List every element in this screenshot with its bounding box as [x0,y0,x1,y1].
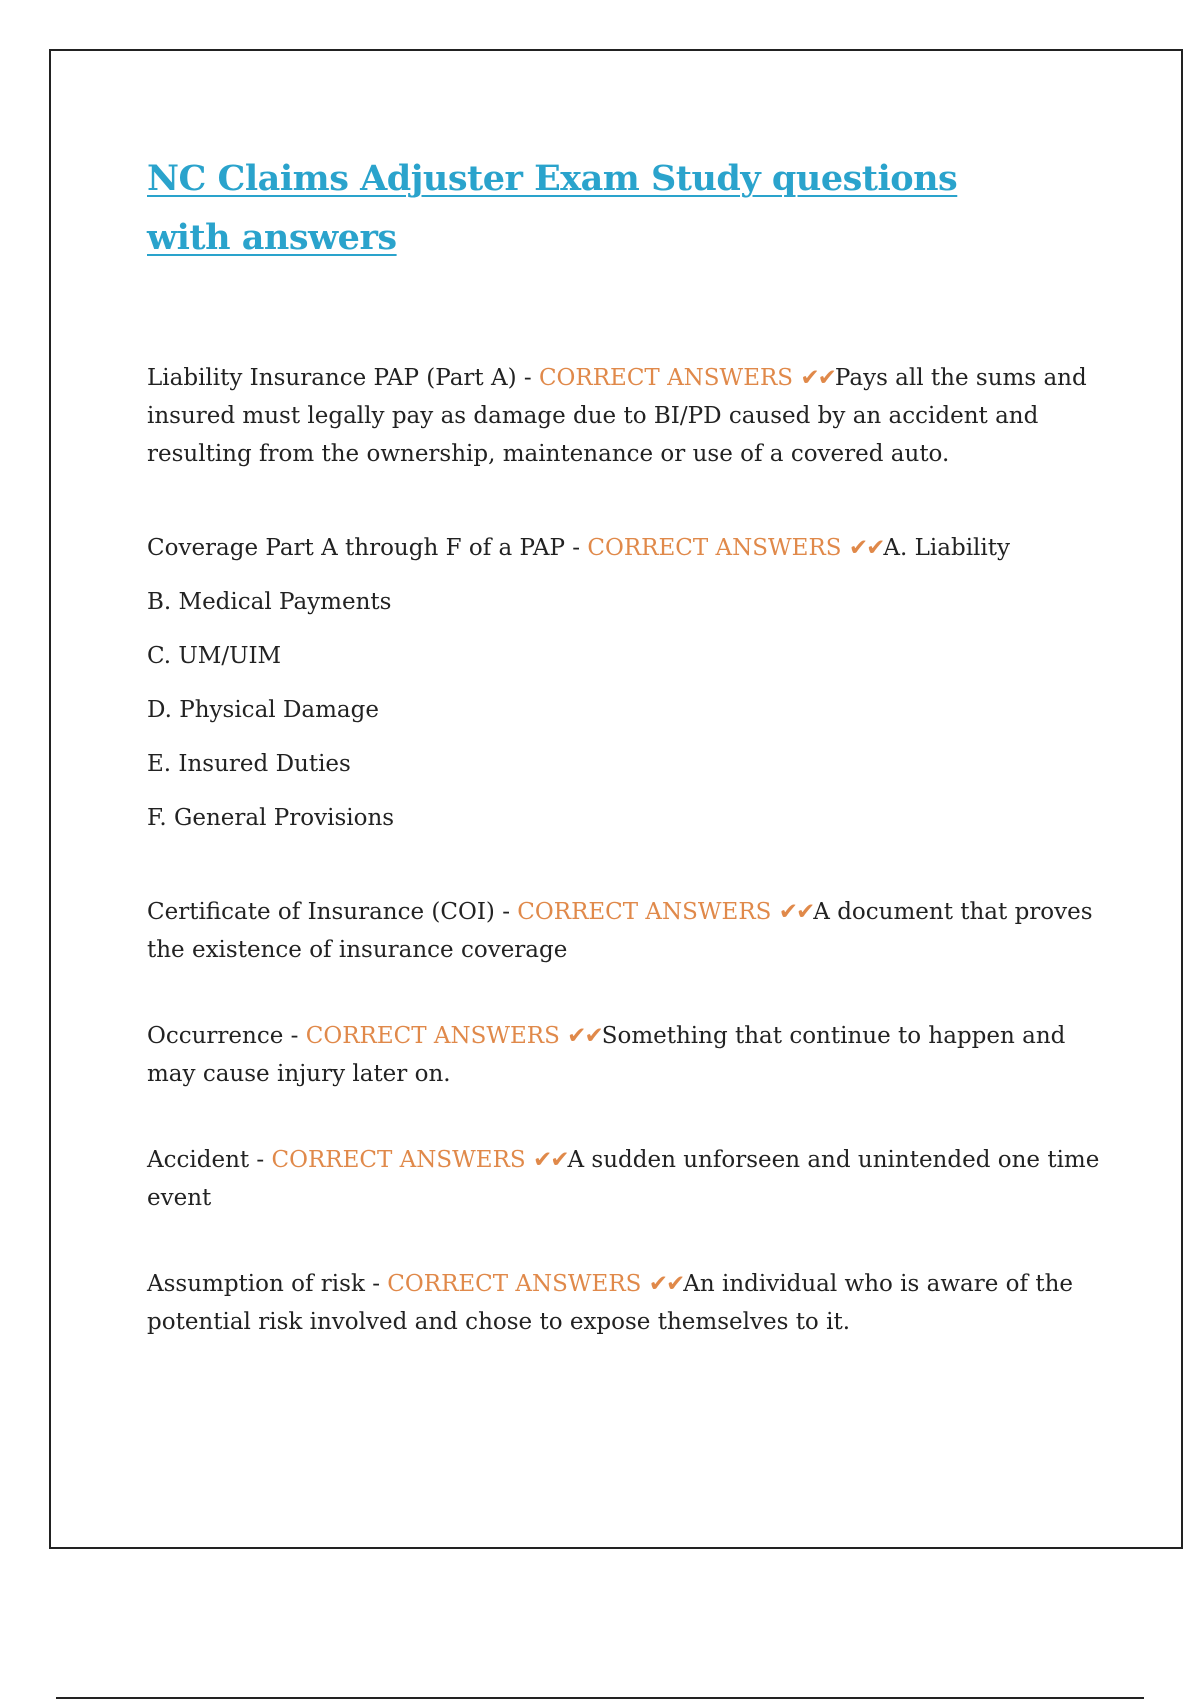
double-check-icon: ✔✔ [567,1023,602,1049]
correct-answers-label: CORRECT ANSWERS [305,1023,560,1049]
double-check-icon: ✔✔ [848,535,884,561]
correct-answers-label: CORRECT ANSWERS [538,365,794,391]
bottom-divider [56,1697,1144,1699]
question-term: Assumption of risk - [147,1271,388,1297]
page-frame [49,49,1183,1549]
correct-answers-label: CORRECT ANSWERS [271,1147,526,1173]
qa-item [147,1017,1107,1093]
question-term: Coverage Part A through F of a PAP - [147,535,588,561]
list-item: C. UM/UIM [147,643,282,669]
correct-answers-label: CORRECT ANSWERS [517,899,772,925]
question-term: Certificate of Insurance (COI) - [147,899,518,925]
question-term: Accident - [147,1147,272,1173]
answer-text: A document that proves the existence of insurance coverage [147,899,1093,963]
qa-item [147,529,1107,837]
qa-item [147,1141,1107,1217]
answer-text: Something that continue to happen and may cause injury later on. [147,1023,1066,1087]
answer-text: Pays all the sums and insured must legally pay as damage due to BI/PD caused by an accident and resulting from the ownership, maintenance or use of a covered auto. [147,365,1087,467]
question-term: Occurrence - [147,1023,306,1049]
document-content [147,149,1107,1341]
list-item: E. Insured Duties [147,751,351,777]
list-item: B. Medical Payments [147,589,392,615]
coverage-parts-list [147,583,1107,837]
document-title[interactable]: NC Claims Adjuster Exam Study questions with answers [147,158,958,258]
qa-item [147,1265,1107,1341]
list-item: F. General Provisions [147,805,395,831]
list-item: D. Physical Damage [147,697,379,723]
correct-answers-label: CORRECT ANSWERS [387,1271,642,1297]
double-check-icon: ✔✔ [532,1147,568,1173]
double-check-icon: ✔✔ [778,899,814,925]
answer-text: A sudden unforseen and unintended one time event [147,1147,1100,1211]
qa-item [147,359,1107,473]
double-check-icon: ✔✔ [800,365,835,391]
answer-text: A. Liability [883,535,1010,561]
answer-text: An individual who is aware of the potential risk involved and chose to expose themselves to it. [147,1271,1074,1335]
correct-answers-label: CORRECT ANSWERS [587,535,842,561]
double-check-icon: ✔✔ [648,1271,684,1297]
question-term: Liability Insurance PAP (Part A) - [147,365,539,391]
qa-item [147,893,1107,969]
